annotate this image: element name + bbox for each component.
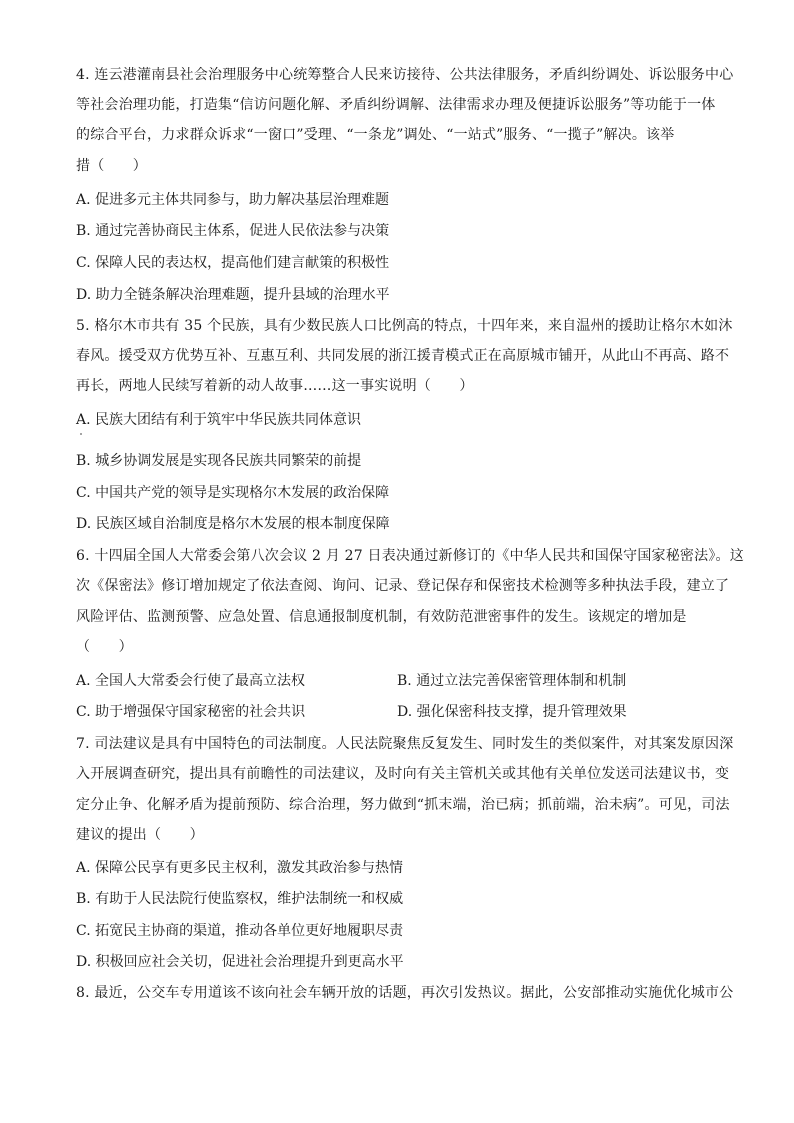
- question-5-stem-line-3: 再长，两地人民续写着新的动人故事……这一事实说明（ ）: [76, 378, 474, 394]
- question-5-option-d[interactable]: D. 民族区域自治制度是格尔木发展的根本制度保障: [76, 516, 390, 532]
- question-4-stem-line-3: 的综合平台，力求群众诉求“一窗口”受理、“一条龙”调处、“一站式”服务、“一揽子”解决。该举: [76, 127, 675, 143]
- question-6-option-b[interactable]: B. 通过立法完善保密管理体制和机制: [397, 673, 627, 689]
- question-7-option-a[interactable]: A. 保障公民享有更多民主权利，激发其政治参与热情: [76, 860, 404, 876]
- question-6-stem-line-4: （ ）: [76, 639, 133, 655]
- question-6-option-a[interactable]: A. 全国人大常委会行使了最高立法权: [76, 673, 306, 689]
- question-7: [76, 735, 734, 855]
- question-7-stem-line-1: 7. 司法建议是具有中国特色的司法制度。人民法院聚焦反复发生、同时发生的类似案件，对其案发原因深: [76, 736, 734, 752]
- question-4: [76, 66, 734, 186]
- question-6-stem-line-1: 6. 十四届全国人大常委会第八次会议 2 月 27 日表决通过新修订的《中华人民共和国保守国家秘密法》。这: [76, 548, 744, 564]
- question-4-option-b[interactable]: B. 通过完善协商民主体系，促进人民依法参与决策: [76, 223, 390, 239]
- question-8-stem-line-1: 8. 最近，公交车专用道该不该向社会车辆开放的话题，再次引发热议。据此，公安部推动实施优化城市公: [76, 985, 734, 1001]
- question-6-option-d[interactable]: D. 强化保密科技支撑，提升管理效果: [397, 704, 627, 720]
- question-7-stem-line-3: 定分止争、化解矛盾为提前预防、综合治理，努力做到“抓末端，治已病；抓前端，治未病”。可见，司法: [76, 797, 730, 813]
- question-5-option-c[interactable]: C. 中国共产党的领导是实现格尔木发展的政治保障: [76, 485, 390, 501]
- question-5: [76, 317, 733, 407]
- question-4-option-a[interactable]: A. 促进多元主体共同参与，助力解决基层治理难题: [76, 192, 390, 208]
- stray-dot-mark: [80, 433, 82, 435]
- question-4-option-d[interactable]: D. 助力全链条解决治理难题，提升县域的治理水平: [76, 287, 390, 303]
- question-4-option-c[interactable]: C. 保障人民的表达权，提高他们建言献策的积极性: [76, 255, 390, 271]
- question-7-option-b[interactable]: B. 有助于人民法院行使监察权，维护法制统一和权威: [76, 891, 404, 907]
- question-7-stem-line-2: 入开展调查研究，提出具有前瞻性的司法建议，及时向有关主管机关或其他有关单位发送司法建议书，变: [76, 766, 730, 782]
- question-6-option-c[interactable]: C. 助于增强保守国家秘密的社会共识: [76, 704, 306, 720]
- question-4-stem-line-2: 等社会治理功能，打造集“信访问题化解、矛盾纠纷调解、法律需求办理及便捷诉讼服务”等功能于一体: [76, 97, 716, 113]
- question-8: [76, 984, 734, 1008]
- question-6-stem-line-3: 风险评估、监测预警、应急处置、信息通报制度机制，有效防范泄密事件的发生。该规定的增加是: [76, 609, 687, 625]
- question-5-option-b[interactable]: B. 城乡协调发展是实现各民族共同繁荣的前提: [76, 453, 362, 469]
- question-7-option-d[interactable]: D. 积极回应社会关切，促进社会治理提升到更高水平: [76, 954, 404, 970]
- question-6: [76, 547, 744, 657]
- question-7-option-c[interactable]: C. 拓宽民主协商的渠道，推动各单位更好地履职尽责: [76, 923, 404, 939]
- question-4-stem-line-4: 措（ ）: [76, 158, 147, 174]
- question-6-stem-line-2: 次《保密法》修订增加规定了依法查阅、询问、记录、登记保存和保密技术检测等多种执法手段，建立了: [76, 578, 730, 594]
- question-5-stem-line-1: 5. 格尔木市共有 35 个民族，具有少数民族人口比例高的特点，十四年来，来自温州的援助让格尔木如沐: [76, 318, 733, 334]
- question-4-stem-line-1: 4. 连云港灌南县社会治理服务中心统筹整合人民来访接待、公共法律服务，矛盾纠纷调处、诉讼服务中心: [76, 67, 734, 83]
- question-5-stem-line-2: 春风。援受双方优势互补、互惠互利、共同发展的浙江援青模式正在高原城市铺开，从此山不再高、路不: [76, 348, 730, 364]
- question-7-stem-line-4: 建议的提出（ ）: [76, 827, 204, 843]
- question-5-option-a[interactable]: A. 民族大团结有利于筑牢中华民族共同体意识: [76, 412, 362, 428]
